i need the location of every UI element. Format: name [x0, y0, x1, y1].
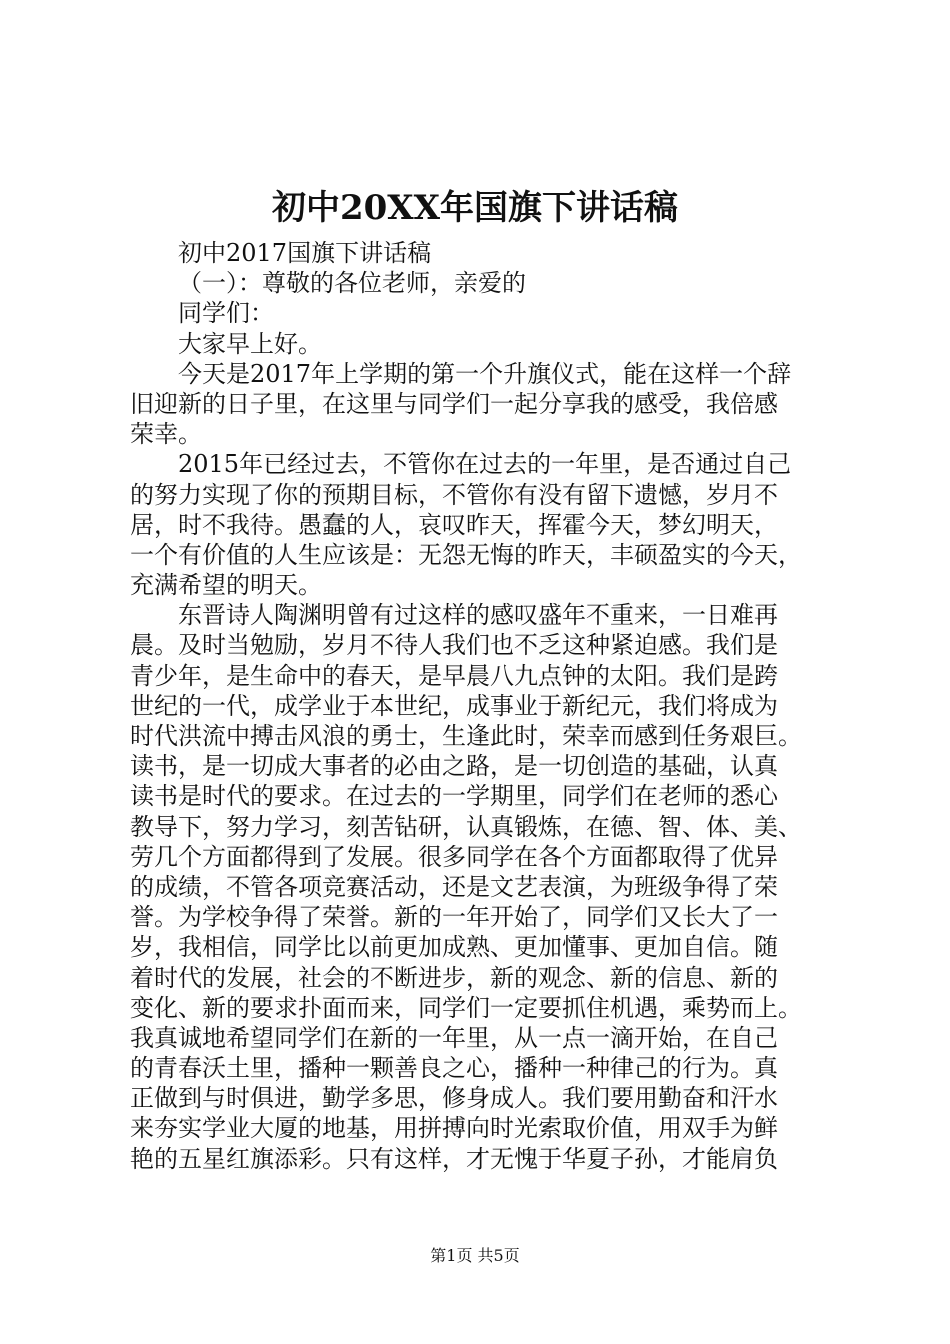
body-line: 充满希望的明天。	[130, 571, 322, 600]
body-line: 初中2017国旗下讲话稿	[178, 239, 432, 267]
document-body	[130, 238, 830, 1174]
document-title: 初中20XX年国旗下讲话稿	[271, 188, 679, 228]
page-number-footer: 第1页 共5页	[430, 1246, 520, 1265]
body-line: 变化、新的要求扑面而来，同学们一定要抓住机遇，乘势而上。	[130, 993, 802, 1022]
body-line: 旧迎新的日子里，在这里与同学们一起分享我的感受，我倍感	[130, 389, 778, 418]
body-line: 读书是时代的要求。在过去的一学期里，同学们在老师的悉心	[130, 782, 778, 811]
body-line: 今天是2017年上学期的第一个升旗仪式，能在这样一个辞	[178, 359, 792, 388]
body-line: 晨。及时当勉励，岁月不待人我们也不乏这种紧迫感。我们是	[130, 631, 778, 660]
body-line: 青少年，是生命中的春天，是早晨八九点钟的太阳。我们是跨	[130, 661, 778, 690]
body-line: 来夯实学业大厦的地基，用拼搏向时光索取价值，用双手为鲜	[130, 1114, 778, 1143]
body-line: 居，时不我待。愚蠢的人，哀叹昨天，挥霍今天，梦幻明天，	[130, 510, 778, 539]
body-line: 的成绩，不管各项竞赛活动，还是文艺表演，为班级争得了荣	[130, 872, 778, 901]
body-line: 的努力实现了你的预期目标，不管你有没有留下遗憾，岁月不	[130, 480, 778, 509]
body-line: 的青春沃土里，播种一颗善良之心，播种一种律己的行为。真	[130, 1054, 778, 1083]
body-line: 教导下，努力学习，刻苦钻研，认真锻炼，在德、智、体、美、	[130, 812, 802, 841]
body-line: （一）：尊敬的各位老师，亲爱的	[178, 269, 526, 298]
body-line: 同学们：	[178, 299, 274, 328]
body-line: 誉。为学校争得了荣誉。新的一年开始了，同学们又长大了一	[130, 903, 778, 932]
body-line: 荣幸。	[130, 420, 202, 449]
body-line: 世纪的一代，成学业于本世纪，成事业于新纪元，我们将成为	[130, 691, 778, 720]
body-line: 我真诚地希望同学们在新的一年里，从一点一滴开始，在自己	[130, 1023, 778, 1052]
body-line: 2015年已经过去，不管你在过去的一年里，是否通过自己	[178, 450, 792, 479]
body-line: 劳几个方面都得到了发展。很多同学在各个方面都取得了优异	[130, 842, 778, 871]
body-line: 一个有价值的人生应该是：无怨无悔的昨天，丰硕盈实的今天，	[130, 540, 802, 569]
body-line: 着时代的发展，社会的不断进步，新的观念、新的信息、新的	[130, 963, 778, 992]
body-line: 艳的五星红旗添彩。只有这样，才无愧于华夏子孙，才能肩负	[130, 1144, 778, 1173]
body-line: 时代洪流中搏击风浪的勇士，生逢此时，荣幸而感到任务艰巨。	[130, 722, 802, 750]
body-line: 岁，我相信，同学比以前更加成熟、更加懂事、更加自信。随	[130, 933, 778, 962]
body-line: 东晋诗人陶渊明曾有过这样的感叹盛年不重来，一日难再	[178, 601, 778, 630]
body-line: 读书，是一切成大事者的必由之路，是一切创造的基础，认真	[130, 752, 778, 781]
body-line: 大家早上好。	[178, 329, 322, 358]
body-line: 正做到与时俱进，勤学多思，修身成人。我们要用勤奋和汗水	[130, 1084, 778, 1113]
